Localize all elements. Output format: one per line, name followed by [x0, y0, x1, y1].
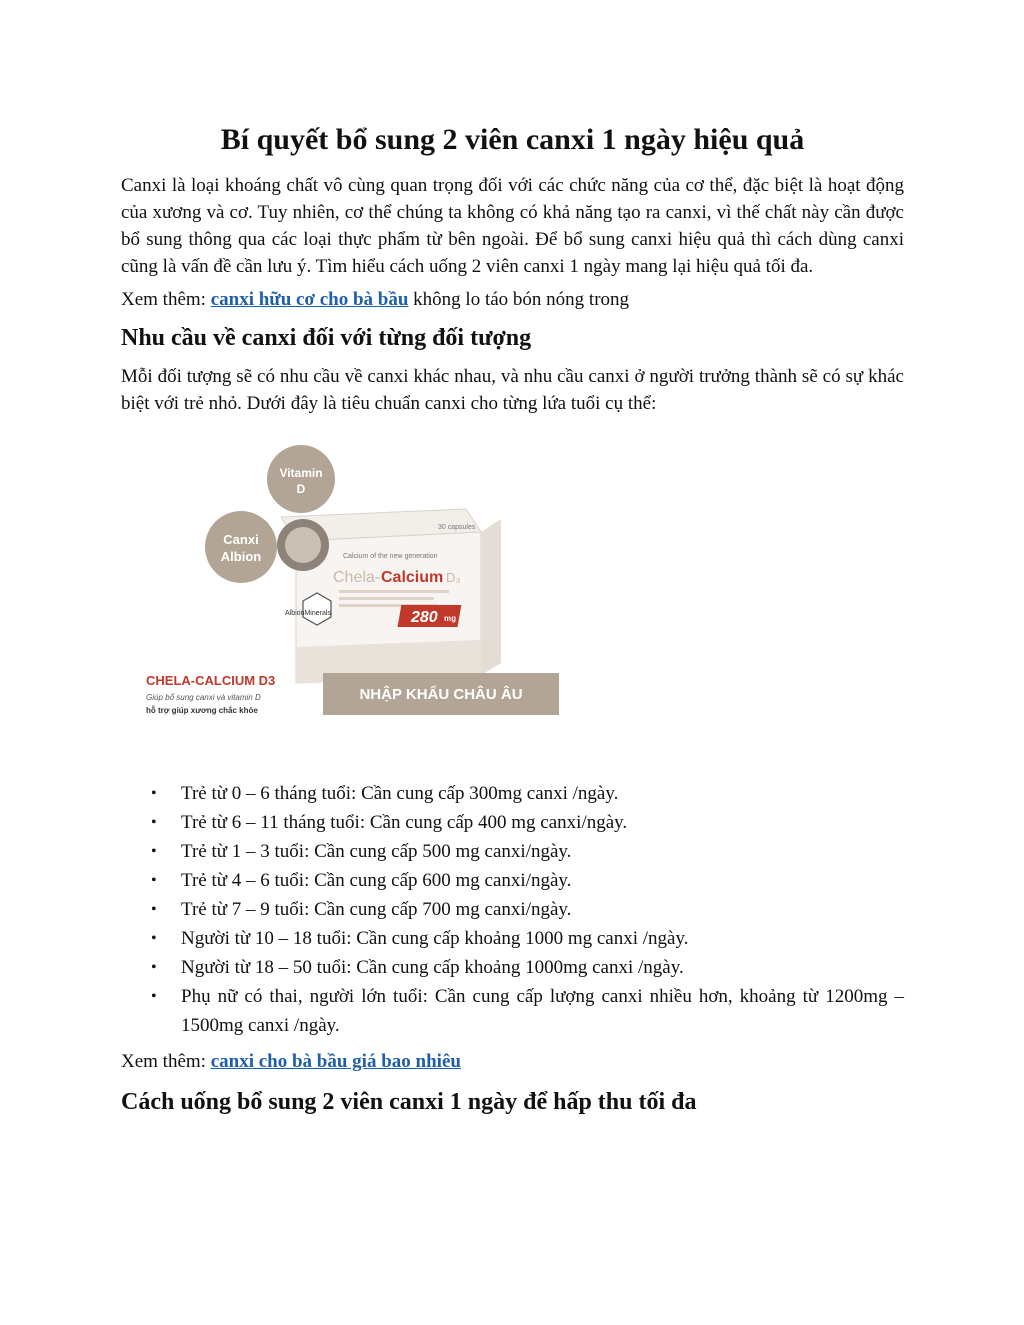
bullet-icon: •	[151, 785, 157, 802]
box-capsules: 30 capsules	[438, 524, 476, 531]
bullet-icon: •	[151, 930, 157, 947]
see-also-prefix: Xem thêm:	[121, 1051, 206, 1072]
product-name: CHELA-CALCIUM D3	[146, 673, 276, 688]
list-item: • Người từ 10 – 18 tuổi: Cần cung cấp khoảng 1000 mg canxi /ngày.	[121, 924, 904, 953]
bullet-icon: •	[151, 901, 157, 918]
see-also-prefix: Xem thêm:	[121, 289, 206, 310]
product-image	[121, 437, 561, 749]
list-item: • Người từ 18 – 50 tuổi: Cần cung cấp khoảng 1000mg canxi /ngày.	[121, 953, 904, 982]
list-item: • Trẻ từ 6 – 11 tháng tuổi: Cần cung cấp 400 mg canxi/ngày.	[121, 808, 904, 837]
see-also-suffix: không lo táo bón nóng trong	[413, 289, 630, 310]
canxi-badge-line1: Canxi	[223, 532, 259, 547]
box-brand-suffix: D₃	[446, 570, 461, 585]
box-subtitle: Calcium of the new generation	[343, 553, 438, 560]
product-desc-line1: Giúp bổ sung canxi và vitamin D	[146, 693, 261, 702]
vitamin-badge-line2: D	[296, 482, 306, 496]
list-item: • Phụ nữ có thai, người lớn tuổi: Cần cung cấp lượng canxi nhiều hơn, khoảng từ 1200mg – 1500mg canxi /ngày.	[121, 982, 904, 1040]
box-brand-main: Calcium	[381, 569, 444, 586]
albion-label: AlbionMinerals	[285, 610, 331, 617]
product-desc-line2: hỗ trợ giúp xương chắc khỏe	[146, 706, 258, 715]
intro-paragraph: Canxi là loại khoáng chất vô cùng quan trọng đối với các chức năng của cơ thể, đặc biệt là hoạt động của xương và cơ. Tuy nhiên, cơ thể chúng ta không có khả năng tạo ra canxi, vì thế chất này cần được bổ sung thông qua các loại thực phẩm từ bên ngoài. Để bổ sung canxi hiệu quả thì cách dùng canxi cũng là vấn đề cần lưu ý. Tìm hiểu cách uống 2 viên canxi 1 ngày mang lại hiệu quả tối đa.	[121, 175, 904, 277]
calcium-requirements-list	[121, 779, 904, 1040]
canxi-badge-line2: Albion	[220, 549, 262, 564]
bullet-icon: •	[151, 843, 157, 860]
import-banner-text: NHẬP KHẨU CHÂU ÂU	[359, 686, 523, 703]
list-item: • Trẻ từ 4 – 6 tuổi: Cần cung cấp 600 mg canxi/ngày.	[121, 866, 904, 895]
section-heading-method: Cách uống bổ sung 2 viên canxi 1 ngày để hấp thu tối đa	[121, 1089, 697, 1115]
document-page	[121, 120, 904, 1127]
list-item: • Trẻ từ 1 – 3 tuổi: Cần cung cấp 500 mg canxi/ngày.	[121, 837, 904, 866]
bullet-icon: •	[151, 959, 157, 976]
link-canxi-huu-co[interactable]: canxi hữu cơ cho bà bầu	[210, 289, 409, 310]
bullet-icon: •	[151, 988, 157, 1005]
see-also-2	[121, 1048, 904, 1075]
vitamin-badge-line1: Vitamin	[279, 466, 323, 480]
box-dose-unit: mg	[444, 614, 456, 623]
canxi-albion-badge	[205, 511, 277, 583]
box-brand-prefix: Chela-	[333, 569, 381, 586]
list-item: • Trẻ từ 0 – 6 tháng tuổi: Cần cung cấp 300mg canxi /ngày.	[121, 779, 904, 808]
box-dose: 280	[411, 609, 438, 626]
bullet-icon: •	[151, 814, 157, 831]
list-item: • Trẻ từ 7 – 9 tuổi: Cần cung cấp 700 mg canxi/ngày.	[121, 895, 904, 924]
page-title: Bí quyết bổ sung 2 viên canxi 1 ngày hiệu quả	[220, 123, 805, 156]
link-canxi-gia[interactable]: canxi cho bà bầu giá bao nhiêu	[210, 1051, 461, 1072]
section-needs-paragraph: Mỗi đối tượng sẽ có nhu cầu về canxi khác nhau, và nhu cầu canxi ở người trưởng thành sẽ có sự khác biệt với trẻ nhỏ. Dưới đây là tiêu chuẩn canxi cho từng lứa tuổi cụ thể:	[121, 366, 904, 414]
product-illustration	[121, 437, 561, 749]
see-also-1	[121, 286, 904, 313]
section-heading-needs: Nhu cầu về canxi đối với từng đối tượng	[121, 325, 532, 351]
bullet-icon: •	[151, 872, 157, 889]
